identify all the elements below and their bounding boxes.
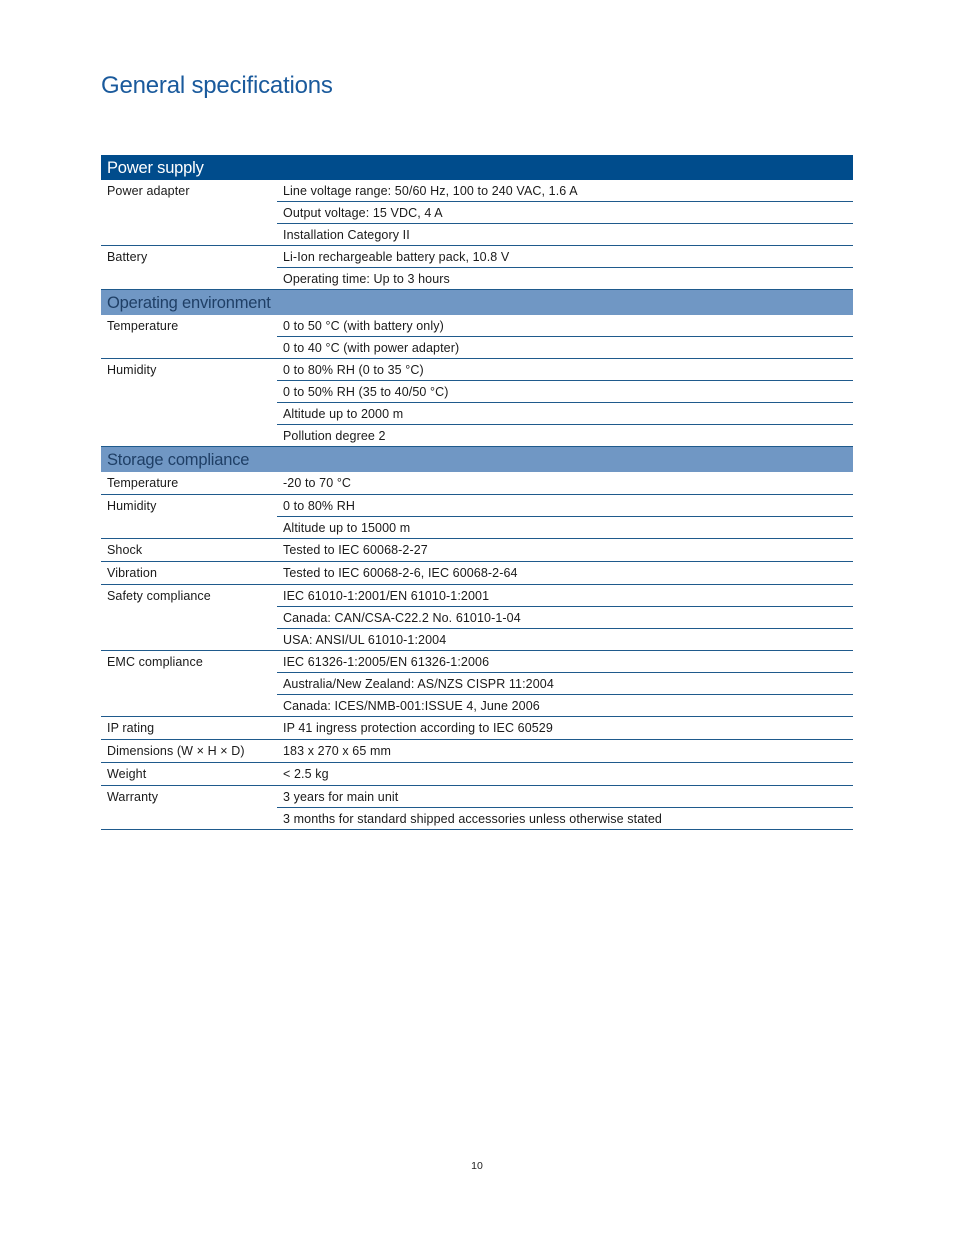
page-number: 10: [471, 1160, 483, 1172]
spec-value: Li-Ion rechargeable battery pack, 10.8 V: [277, 246, 853, 268]
spec-values: [277, 651, 853, 716]
spec-value: Australia/New Zealand: AS/NZS CISPR 11:2004: [277, 673, 853, 695]
spec-value: Tested to IEC 60068-2-6, IEC 60068-2-64: [283, 566, 518, 580]
spec-value: Output voltage: 15 VDC, 4 A: [277, 202, 853, 224]
spec-value: 3 years for main unit: [277, 786, 853, 808]
spec-group: [101, 717, 853, 740]
spec-value: Line voltage range: 50/60 Hz, 100 to 240 VAC, 1.6 A: [277, 180, 853, 202]
spec-values: [277, 315, 853, 358]
spec-value: < 2.5 kg: [283, 767, 329, 781]
spec-values: [277, 763, 853, 785]
spec-group: [101, 495, 853, 539]
spec-label: Humidity: [107, 499, 157, 513]
spec-value: Canada: CAN/CSA-C22.2 No. 61010-1-04: [277, 607, 853, 629]
spec-label: Vibration: [107, 566, 158, 580]
spec-values: [277, 717, 853, 739]
spec-value: 0 to 80% RH: [277, 495, 853, 517]
spec-group: [101, 180, 853, 246]
spec-value: IEC 61326-1:2005/EN 61326-1:2006: [277, 651, 853, 673]
spec-group: [101, 315, 853, 359]
spec-value: -20 to 70 °C: [283, 476, 352, 490]
spec-values: [277, 786, 853, 829]
spec-group: [101, 786, 853, 830]
spec-value: USA: ANSI/UL 61010-1:2004: [283, 633, 447, 647]
spec-value: Altitude up to 2000 m: [277, 403, 853, 425]
spec-value: 0 to 50 °C (with battery only): [277, 315, 853, 337]
spec-value: 0 to 80% RH (0 to 35 °C): [277, 359, 853, 381]
section-header: Storage compliance: [101, 447, 853, 472]
spec-value: Canada: ICES/NMB-001:ISSUE 4, June 2006: [283, 699, 540, 713]
spec-group: [101, 763, 853, 786]
spec-group: [101, 472, 853, 495]
spec-label: Weight: [107, 767, 147, 781]
spec-values: [277, 539, 853, 561]
spec-group: [101, 246, 853, 290]
spec-value: Altitude up to 15000 m: [283, 521, 411, 535]
spec-label: Humidity: [107, 363, 157, 377]
spec-label: Temperature: [107, 476, 179, 490]
spec-group: [101, 539, 853, 562]
spec-value: Operating time: Up to 3 hours: [283, 272, 450, 286]
spec-values: [277, 359, 853, 446]
spec-value: IP 41 ingress protection according to IEC 60529: [283, 721, 553, 735]
spec-label: IP rating: [107, 721, 155, 735]
spec-group: [101, 740, 853, 763]
spec-value: Pollution degree 2: [283, 429, 386, 443]
spec-value: Tested to IEC 60068-2-27: [283, 543, 428, 557]
spec-value: 0 to 40 °C (with power adapter): [283, 341, 460, 355]
spec-value: IEC 61010-1:2001/EN 61010-1:2001: [277, 585, 853, 607]
section-header: Power supply: [101, 155, 853, 180]
spec-label: EMC compliance: [107, 655, 203, 669]
spec-label: Dimensions (W × H × D): [107, 744, 245, 758]
spec-values: [277, 495, 853, 538]
spec-value: 183 x 270 x 65 mm: [283, 744, 392, 758]
spec-values: [277, 740, 853, 762]
spec-values: [277, 180, 853, 245]
spec-group: [101, 359, 853, 447]
section-header: Operating environment: [101, 290, 853, 315]
specifications-table: [101, 155, 853, 830]
spec-value: 3 months for standard shipped accessories unless otherwise stated: [283, 812, 662, 826]
spec-label: Safety compliance: [107, 589, 211, 603]
spec-label: Battery: [107, 250, 148, 264]
spec-label: Power adapter: [107, 184, 190, 198]
spec-values: [277, 585, 853, 650]
spec-label: Warranty: [107, 790, 159, 804]
spec-group: [101, 562, 853, 585]
spec-values: [277, 472, 853, 494]
spec-group: [101, 651, 853, 717]
spec-group: [101, 585, 853, 651]
spec-label: Temperature: [107, 319, 179, 333]
spec-values: [277, 562, 853, 584]
spec-value: 0 to 50% RH (35 to 40/50 °C): [277, 381, 853, 403]
page-title: General specifications: [101, 72, 333, 99]
spec-values: [277, 246, 853, 289]
spec-label: Shock: [107, 543, 143, 557]
spec-value: Installation Category II: [283, 228, 410, 242]
